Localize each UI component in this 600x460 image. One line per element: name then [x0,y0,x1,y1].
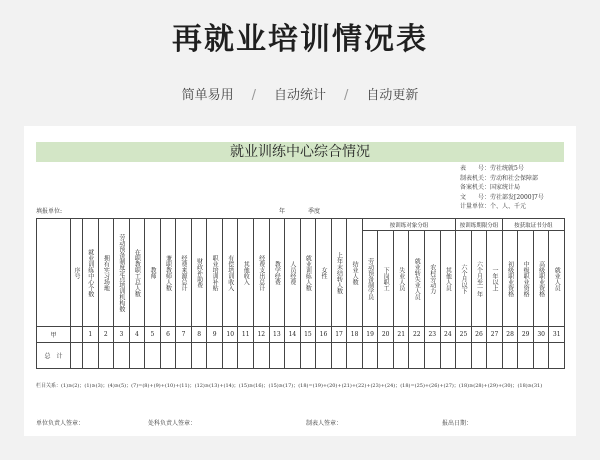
column-number-cell: 25 [456,327,472,343]
column-number-cell: 10 [222,327,238,343]
column-header-cell [145,219,161,327]
column-number-cell: 4 [129,327,145,343]
sign-unit-head: 单位负责人签章： [36,420,85,427]
column-header-label: 农村劳动力 [428,263,436,294]
corner-cell [37,219,71,327]
column-header-label: 下岗职工 [382,266,390,291]
column-number-cell: 27 [487,327,503,343]
column-number-cell: 2 [98,327,114,343]
tag-separator: / [344,88,349,103]
season-label: 季度 [308,208,321,215]
report-date: 报出日期： [442,420,473,427]
column-header-label: 有偿培训收入 [226,254,234,291]
column-relations [36,382,542,389]
total-value-cell [176,343,192,369]
seq-empty-cell [71,343,83,369]
column-header-cell [331,219,347,327]
column-header-label: 初级职业资格 [506,260,514,297]
column-header-label: 女性 [319,266,327,279]
column-header-label: 就业人员 [553,266,561,291]
column-header-label: 其他收入 [242,260,250,285]
column-header-cell [393,231,409,327]
total-value-cell [549,343,565,369]
meta-issuing-authority: 制表机关：劳动和社会保障部 [460,174,539,182]
tag-auto-stat: 自动统计 [273,88,326,103]
total-value-cell [207,343,223,369]
column-header-label: 结业人数 [351,260,359,285]
total-value-cell [238,343,254,369]
column-number-cell: 6 [160,327,176,343]
total-value-cell [425,343,441,369]
column-header-label: 人员经费 [288,260,296,285]
column-header-cell [378,231,394,327]
column-header-cell [362,231,378,327]
total-value-cell [160,343,176,369]
column-header-cell [176,219,192,327]
column-header-label: 经费支出总计 [257,254,265,291]
total-value-cell [347,343,363,369]
meta-document-number: 文 号：劳社部发[2000]7号 [460,193,544,201]
reporting-unit-label: 填报单位: [36,208,63,215]
column-header-cell [300,219,316,327]
total-value-cell [533,343,549,369]
column-header-cell [191,219,207,327]
total-value-cell [456,343,472,369]
column-header-cell [456,231,472,327]
seq-header-cell [71,219,83,327]
column-number-cell: 19 [362,327,378,343]
column-header-cell [425,231,441,327]
row-label-jia: 甲 [37,327,71,343]
column-header-label: 一年以上 [491,266,499,291]
total-value-cell [393,343,409,369]
column-number-cell: 18 [347,327,363,343]
total-value-cell [98,343,114,369]
total-value-cell [362,343,378,369]
column-header-label: 中级职业资格 [522,260,530,297]
total-value-cell [129,343,145,369]
column-header-cell [347,219,363,327]
column-header-cell [440,231,456,327]
column-header-cell [502,231,518,327]
meta-filing-authority: 备案机关：国家统计局 [460,184,521,192]
column-header-label: 劳动预备制学员 [366,257,374,300]
column-header-label: 教学经费 [273,260,281,285]
total-value-cell [378,343,394,369]
form-meta-block [460,164,544,212]
total-value-cell [285,343,301,369]
total-row-label: 总 计 [37,343,71,369]
column-header-label: 就业训练人数 [304,254,312,291]
total-value-cell [487,343,503,369]
total-value-cell [300,343,316,369]
column-number-cell: 8 [191,327,207,343]
column-header-cell [409,231,425,327]
group-header-training-target: 按训练对象分组 [362,219,455,231]
column-header-cell [207,219,223,327]
total-value-cell [222,343,238,369]
total-value-cell [518,343,534,369]
total-value-cell [114,343,130,369]
sign-section-head: 处科负责人签章： [148,420,197,427]
total-value-cell [83,343,99,369]
total-value-cell [471,343,487,369]
total-value-cell [316,343,332,369]
column-header-label: 六个月以下 [459,263,467,294]
seq-empty-cell [71,327,83,343]
column-header-cell [114,219,130,327]
tagline [0,84,600,103]
column-header-label: 高级职业资格 [537,260,545,297]
column-number-cell: 29 [518,327,534,343]
total-value-cell [191,343,207,369]
column-number-cell: 28 [502,327,518,343]
stats-table [36,218,565,369]
column-header-label: 就业训练中心个数 [86,248,94,297]
total-value-cell [409,343,425,369]
total-value-cell [269,343,285,369]
form-banner-title: 就业训练中心综合情况 [36,142,564,162]
column-number-cell: 21 [393,327,409,343]
column-relations-text: (1)≥(2)；(1)≥(3)；(4)≥(5)；(7)=(8)+(9)+(10)+(11)；(12)≥(13)+(14)；(15)≥(16)；(15)≥(17)；(18)=(19)+(20)+(21)+(22)+(23)+(24)；(18)=(25)+(26)+(27)；(18)≥(28)+(29)+(30)；(18)≥(31) [61,383,543,389]
column-header-cell [160,219,176,327]
column-header-cell [238,219,254,327]
total-value-cell [502,343,518,369]
column-header-cell [487,231,503,327]
column-number-cell: 17 [331,327,347,343]
total-value-cell [254,343,270,369]
column-header-cell [222,219,238,327]
column-header-cell [549,231,565,327]
column-header-label: 就业转失业人员 [413,257,421,300]
total-value-cell [440,343,456,369]
column-number-cell: 20 [378,327,394,343]
column-header-label: 六个月至一年 [475,260,483,297]
total-value-cell [331,343,347,369]
seq-header-label: 序号 [73,266,80,279]
year-label: 年 [279,208,286,215]
column-number-cell: 7 [176,327,192,343]
column-header-label: 拥有实习场地 [102,254,110,291]
column-number-cell: 22 [409,327,425,343]
column-header-label: 其他人员 [444,266,452,291]
column-number-cell: 3 [114,327,130,343]
sign-preparer: 制表人签章： [306,420,343,427]
column-number-cell: 26 [471,327,487,343]
column-header-label: 教师 [148,266,156,279]
column-header-cell [518,231,534,327]
column-header-label: 上年末结转人数 [335,251,343,294]
column-header-label: 职业培训补贴 [211,254,219,291]
column-number-cell: 23 [425,327,441,343]
column-header-label: 经费来源总计 [180,254,188,291]
column-number-cell: 14 [285,327,301,343]
column-number-cell: 16 [316,327,332,343]
column-header-cell [285,219,301,327]
meta-table-number: 表 号：劳社统就5号 [460,165,524,172]
column-number-cell: 1 [83,327,99,343]
column-header-label: 劳动预备制度定点培训机构数 [117,233,125,312]
group-header-training-period: 按训练期限分组 [456,219,503,231]
column-number-cell: 5 [145,327,161,343]
column-relations-label: 栏目关系： [36,383,62,389]
column-header-label: 财政补助费 [195,257,203,288]
page-title: 再就业培训情况表 [172,22,428,57]
column-number-cell: 31 [549,327,565,343]
column-header-label: 在职教职工总人数 [133,248,141,297]
column-number-cell: 13 [269,327,285,343]
group-header-certificate: 按获取证书分组 [502,219,564,231]
total-value-cell [145,343,161,369]
column-header-cell [129,219,145,327]
column-header-cell [269,219,285,327]
column-header-cell [316,219,332,327]
meta-unit: 计量单位：个、人、千元 [460,203,527,211]
tag-auto-update: 自动更新 [366,88,419,103]
column-header-cell [533,231,549,327]
column-header-cell [254,219,270,327]
column-header-cell [471,231,487,327]
column-number-cell: 15 [300,327,316,343]
column-header-label: 兼职教师人数 [164,254,172,291]
form-sheet [24,126,576,436]
column-number-cell: 11 [238,327,254,343]
column-header-cell [83,219,99,327]
column-header-label: 失业人员 [397,266,405,291]
column-number-cell: 12 [254,327,270,343]
column-number-cell: 30 [533,327,549,343]
column-number-cell: 24 [440,327,456,343]
column-header-cell [98,219,114,327]
tag-separator: / [251,88,256,103]
column-number-cell: 9 [207,327,223,343]
tag-easy: 简单易用 [181,88,234,103]
